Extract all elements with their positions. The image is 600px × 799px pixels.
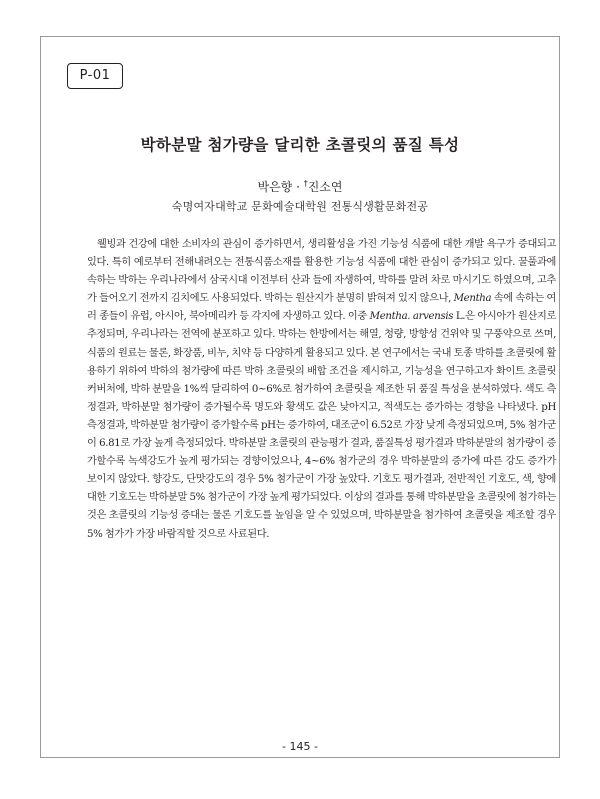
- author-line: [0, 178, 600, 195]
- author-separator: ·: [292, 180, 304, 194]
- abstract-body: [87, 236, 556, 544]
- page-number: - 145 -: [282, 740, 318, 753]
- paper-title: 박하분말 첨가량을 달리한 초콜릿의 품질 특성: [140, 136, 460, 154]
- affiliation: 숙명여자대학교 문화예술대학원 전통식생활문화전공: [171, 200, 429, 213]
- author-first: 박은향: [257, 180, 293, 194]
- author-second: 진소연: [307, 180, 343, 194]
- corresponding-author-mark: †: [303, 179, 308, 188]
- abstract-text-part-1: 웰빙과 건강에 대한 소비자의 관심이 증가하면서, 생리활성을 가진 기능성 식품에 대한 개발 욕구가 증대되고 있다. 특히 예로부터 전해내려오는 전통식품소재를 활용한 기능성 식품에 대한 관심이 증가되고 있다. 꿀풀과에 속하는 박하는 우리나라에서 삼국시대 이전부터 산과 들에 자생하여, 박하를 말려 차로 마시기도 하였으며, 고추가 들어오기 전까지 김치에도 사용되었다. 박하는 원산지가 분명히 밝혀져 있지 않으나,: [87, 239, 556, 305]
- poster-id-badge: P-01: [67, 63, 123, 89]
- abstract-text-part-3: L.은 아시아가 원산지로 추정되며, 우리나라는 전역에 분포하고 있다. 박하는 한방에서는 해열, 청량, 방향성 건위약 및 구풍약으로 쓰며, 식품의 원료는 물론, 화장품, 비누, 치약 등 다양하게 활용되고 있다. 본 연구에서는 국내 토종 박하를 초콜릿에 활용하기 위하여 박하의 첨가량에 따른 박하 초콜릿의 배합 조건을 제시하고, 기능성을 연구하고자 화이트 초콜릿 커버처에, 박하 분말을 1%씩 달리하여 0~6%로 첨가하여 초콜릿을 제조한 뒤 품질 특성을 분석하였다. 색도 측정결과, 박하분말 첨가량이 증가될수록 명도와 황색도 값은 낮아지고, 적색도는 증가하는 경향을 나타냈다. pH 측정결과, 박하분말 첨가량이 증가할수록 pH는 증가하여, 대조군이 6.52로 가장 낮게 측정되었으며, 5% 첨가군이 6.81로 가장 높게 측정되었다. 박하분말 초콜릿의 관능평가 결과, 품질특성 평가결과 박하분말의 첨가량이 증가할수록 녹색강도가 높게 평가되는 경향이었으나, 4~6% 첨가군의 경우 박하분말의 증가에 따른 강도 증가가 보이지 않았다. 향강도, 단맛강도의 경우 5% 첨가군이 가장 높았다. 기호도 평가결과, 전반적인 기호도, 색, 향에 대한 기호도는 박하분말 5% 첨가군이 가장 높게 평가되었다. 이상의 결과를 통해 박하분말을 초콜릿에 첨가하는 것은 초콜릿의 기능성 증대는 물론 기호도를 높임을 알 수 있었으며, 박하분말을 첨가하여 초콜릿을 제조할 경우 5% 첨가가 가장 바람직할 것으로 사료된다.: [87, 311, 556, 540]
- genus-name-italic: Mentha: [453, 293, 492, 305]
- abstract-text-part-2: 속에 속하는 여러 종들이 유럽, 아시아, 북아메리카 등 각지에 자생하고 있다. 이중: [87, 293, 557, 323]
- species-name-italic: Mentha. arvensis: [369, 311, 454, 323]
